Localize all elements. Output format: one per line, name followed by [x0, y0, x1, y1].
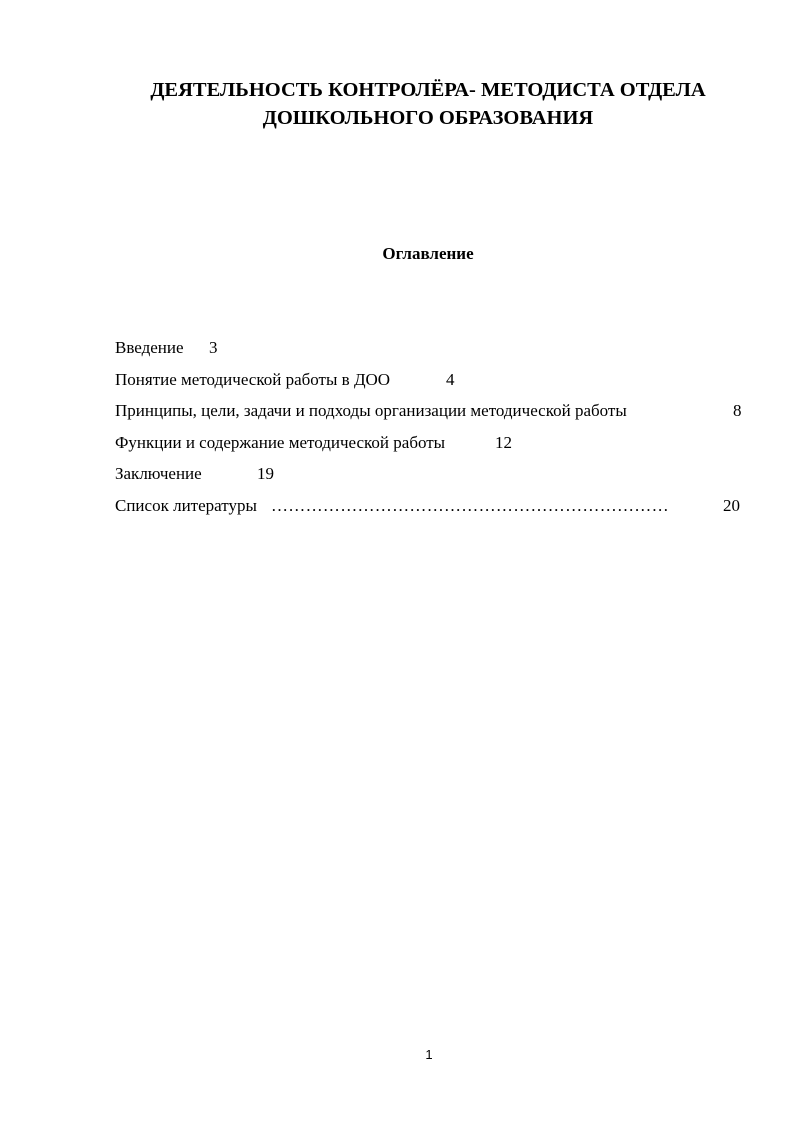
- toc-entry-title: Заключение: [115, 464, 202, 483]
- toc-entry-page: 3: [209, 338, 218, 357]
- toc-entry-page: 12: [495, 432, 512, 452]
- toc-entry-title: Принципы, цели, задачи и подходы организации методической работы: [115, 401, 627, 420]
- toc-heading: Оглавление: [382, 244, 474, 263]
- toc-entry-page: 19: [257, 464, 274, 483]
- toc-entry-title: Введение: [115, 338, 184, 357]
- toc-entry-page: 4: [446, 369, 455, 389]
- toc-entry-title: Список литературы: [115, 495, 257, 515]
- toc-entry-title: Функции и содержание методической работы: [115, 432, 446, 452]
- document-title: [60, 76, 796, 132]
- toc-entry-title: Понятие методической работы в ДОО: [115, 369, 391, 389]
- document-title-line-2: ДОШКОЛЬНОГО ОБРАЗОВАНИЯ: [262, 107, 594, 129]
- toc-entry-page: 8: [733, 401, 742, 420]
- page-number: 1: [425, 1047, 433, 1062]
- document-title-line-1: ДЕЯТЕЛЬНОСТЬ КОНТРОЛЁРА- МЕТОДИСТА ОТДЕЛА: [150, 79, 706, 101]
- toc-entry-page: 20: [723, 495, 740, 515]
- toc-entry-leader-dots: ……………………………………………………………: [271, 495, 669, 515]
